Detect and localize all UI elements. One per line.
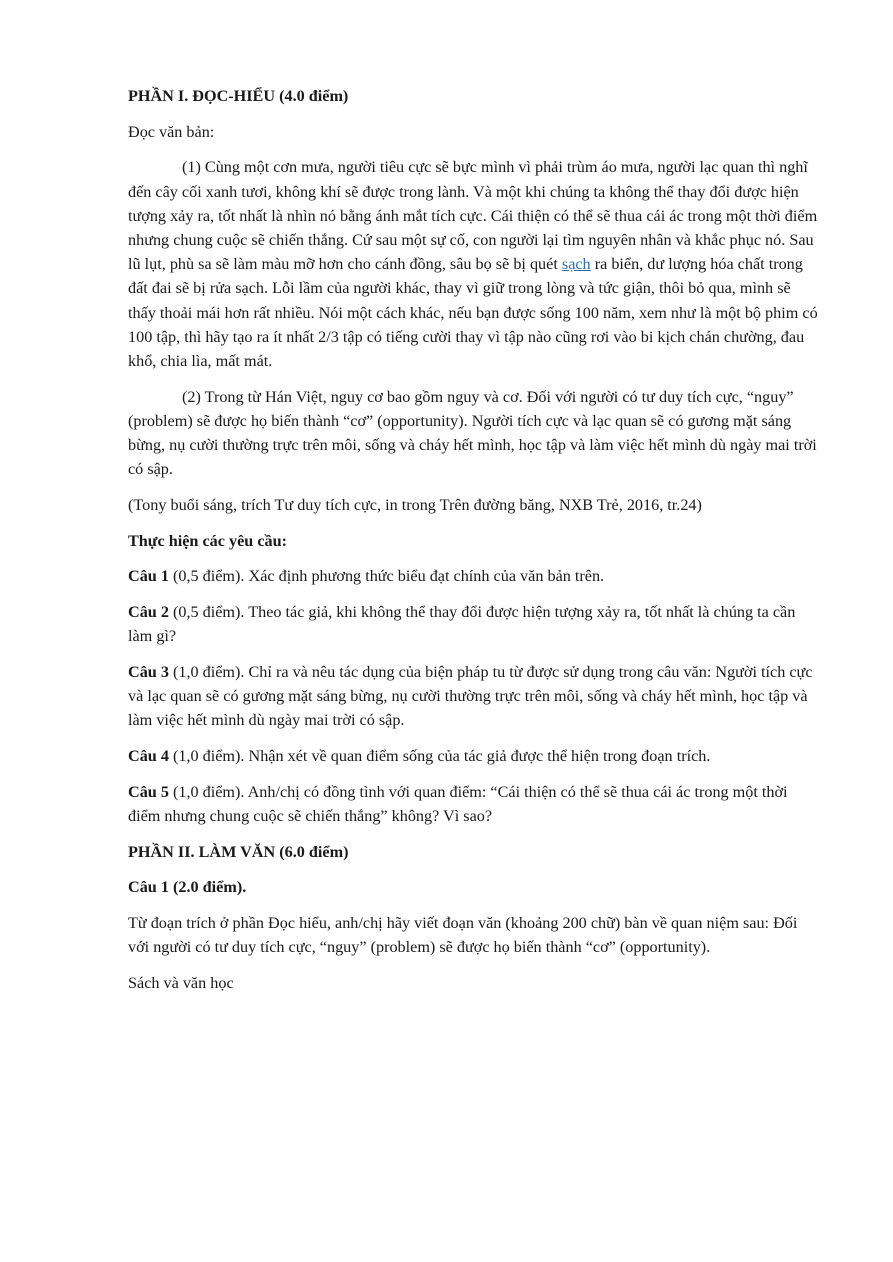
reading-intro: Đọc văn bản:: [128, 122, 215, 141]
document-page: [128, 84, 818, 1007]
part2-heading: PHẦN II. LÀM VĂN (6.0 điểm): [128, 842, 349, 861]
question-5-text: (1,0 điểm). Anh/chị có đồng tình với quan điểm: “Cái thiện có thể sẽ thua cái ác trong một thời điểm nhưng chung cuộc sẽ chiến thắng” không? Vì sao?: [128, 782, 788, 826]
question-4-label: Câu 4: [128, 747, 169, 766]
passage-paragraph-1: [128, 155, 818, 373]
question-5: [128, 780, 818, 828]
question-2: [128, 600, 818, 648]
part1-heading: PHẦN I. ĐỌC-HIỂU (4.0 điểm): [128, 87, 349, 105]
question-4: [128, 744, 818, 768]
question-4-text: (1,0 điểm). Nhận xét về quan điểm sống của tác giả được thể hiện trong đoạn trích.: [168, 747, 711, 766]
question-3-text: (1,0 điểm). Chỉ ra và nêu tác dụng của biện pháp tu từ được sử dụng trong câu văn: Người tích cực và lạc quan sẽ có gương mặt sáng bừng, nụ cười thường trực trên môi, sống và cháy hết mình, học tập và làm việc hết mình dù ngày mai trời có sập.: [128, 663, 813, 730]
question-1: [128, 564, 818, 588]
question-2-text: (0,5 điểm). Theo tác giả, khi không thể thay đổi được hiện tượng xảy ra, tốt nhất là chúng ta cần làm gì?: [128, 603, 796, 646]
question-3-label: Câu 3: [128, 663, 169, 682]
tasks-heading: Thực hiện các yêu cầu:: [128, 531, 287, 550]
footer-text: Sách và văn học: [128, 974, 234, 993]
question-2-label: Câu 2: [128, 603, 169, 622]
question-5-label: Câu 5: [128, 782, 169, 801]
passage-paragraph-1-text-b: ra biển, dư lượng hóa chất trong đất đai sẽ bị rửa sạch. Lỗi lầm của người khác, thay vì giữ trong lòng và tức giận, thôi bỏ qua, mình sẽ thấy thoải mái hơn rất nhiều. Nói một cách khác, nếu bạn được sống 100 năm, xem như là một bộ phim có 100 tập, thì hãy tạo ra ít nhất 2/3 tập có tiếng cười thay vì tập nào cũng rơi vào bi kịch chán chường, đau khổ, chia lìa, mất mát.: [128, 255, 818, 371]
passage-paragraph-1-text-a: (1) Cùng một cơn mưa, người tiêu cực sẽ bực mình vì phải trùm áo mưa, người lạc quan thì nghĩ đến cây cối xanh tươi, không khí sẽ được trong lành. Và một khi chúng ta không thể thay đổi được hiện tượng xảy ra, tốt nhất là nhìn nó bằng ánh mắt tích cực. Cái thiện có thể sẽ thua cái ác trong một thời điểm nhưng chung cuộc sẽ chiến thắng. Cứ sau một sự cố, con người lại tìm nguyên nhân và khắc phục nó. Sau lũ lụt, phù sa sẽ làm màu mỡ hơn cho cánh đồng, sâu bọ sẽ bị quét: [128, 158, 818, 274]
part2-question-1-text: Từ đoạn trích ở phần Đọc hiểu, anh/chị hãy viết đoạn văn (khoảng 200 chữ) bàn về quan niệm sau: Đối với người có tư duy tích cực, “nguy” (problem) sẽ được họ biến thành “cơ” (opportunity).: [128, 914, 798, 957]
part2-question-1-heading: Câu 1 (2.0 điểm).: [128, 878, 247, 897]
question-1-label: Câu 1: [128, 567, 169, 586]
passage-paragraph-2: (2) Trong từ Hán Việt, nguy cơ bao gồm nguy và cơ. Đối với người có tư duy tích cực, “nguy” (problem) sẽ được họ biến thành “cơ” (opportunity). Người tích cực và lạc quan sẽ có gương mặt sáng bừng, nụ cười thường trực trên môi, sống và cháy hết mình, học tập và làm việc hết mình dù ngày mai trời có sập.: [128, 387, 817, 479]
question-3: [128, 660, 818, 733]
passage-source: (Tony buổi sáng, trích Tư duy tích cực, in trong Trên đường băng, NXB Trẻ, 2016, tr.24): [128, 496, 702, 515]
inline-link-sach[interactable]: sạch: [561, 255, 591, 274]
question-1-text: (0,5 điểm). Xác định phương thức biểu đạt chính của văn bản trên.: [168, 567, 605, 586]
